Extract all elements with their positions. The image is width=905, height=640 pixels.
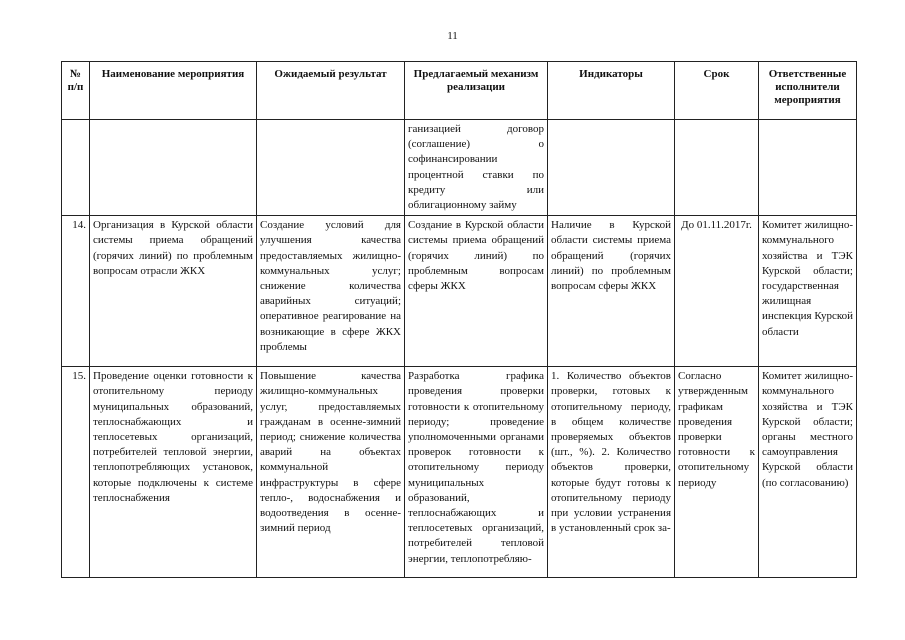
row-responsible: Комитет жилищно-коммунального хозяйства и ТЭК Курской области; государственная жилищная инспекция Курской области [759, 216, 857, 367]
row-responsible: Комитет жилищно-коммунального хозяйства и ТЭК Курской области; органы местного самоуправления Курской области (по согласованию) [759, 367, 857, 578]
measures-table [61, 61, 857, 578]
row-term [675, 120, 759, 216]
header-term: Срок [675, 62, 759, 120]
row-term: До 01.11.2017г. [675, 216, 759, 367]
row-num: 15. [62, 367, 90, 578]
row-name: Организация в Курской области системы приема обращений (горячих линий) по проблемным вопросам отрасли ЖКХ [90, 216, 257, 367]
row-mechanism: Создание в Курской области системы приема обращений (горячих линий) по проблемным вопросам сферы ЖКХ [405, 216, 548, 367]
row-name: Проведение оценки готовности к отопительному периоду муниципальных образований, теплоснабжающих и теплосетевых организаций, потребителей тепловой энергии, теплопотребляющих установок, которые подключены к системе теплоснабжения [90, 367, 257, 578]
table-row [62, 216, 857, 367]
row-result [257, 120, 405, 216]
row-mechanism: Разработка графика проведения проверки готовности к отопительному периоду; проведение уполномоченными органами проверок готовности к отопительному периоду муниципальных образований, теплоснабжающих и теплосетевых организаций, потребителей тепловой энергии, теплопотребляю- [405, 367, 548, 578]
header-mechanism: Предлагаемый механизм реализации [405, 62, 548, 120]
table-row [62, 367, 857, 578]
row-result: Создание условий для улучшения качества предоставляемых жилищно-коммунальных услуг; снижение количества аварийных ситуаций; оперативное реагирование на возникающие в сфере ЖКХ проблемы [257, 216, 405, 367]
header-name: Наименование мероприятия [90, 62, 257, 120]
table-header-row [62, 62, 857, 120]
row-indicators: Наличие в Курской области системы приема обращений (горячих линий) по проблемным вопросам сферы ЖКХ [548, 216, 675, 367]
header-num: № п/п [62, 62, 90, 120]
header-indicators: Индикаторы [548, 62, 675, 120]
row-num [62, 120, 90, 216]
header-responsible: Ответственные исполнители мероприятия [759, 62, 857, 120]
row-responsible [759, 120, 857, 216]
row-indicators [548, 120, 675, 216]
row-mechanism: ганизацией договор (соглашение) о софинансировании процентной ставки по кредиту или облигационному займу [405, 120, 548, 216]
header-result: Ожидаемый результат [257, 62, 405, 120]
row-num: 14. [62, 216, 90, 367]
table-row [62, 120, 857, 216]
page-number: 11 [447, 30, 458, 42]
row-term: Согласно утвержденным графикам проведения проверки готовности к отопительному периоду [675, 367, 759, 578]
row-indicators: 1. Количество объектов проверки, готовых к отопительному периоду, в общем количестве проверяемых объектов (шт., %). 2. Количество объектов проверки, которые будут готовы к отопительному периоду при условии устранения в установленный срок за- [548, 367, 675, 578]
row-result: Повышение качества жилищно-коммунальных услуг, предоставляемых гражданам в осенне-зимний период; снижение количества аварий на объектах коммунальной инфраструктуры в сфере тепло-, водоснабжения и водоотведения в осенне-зимний период [257, 367, 405, 578]
row-name [90, 120, 257, 216]
